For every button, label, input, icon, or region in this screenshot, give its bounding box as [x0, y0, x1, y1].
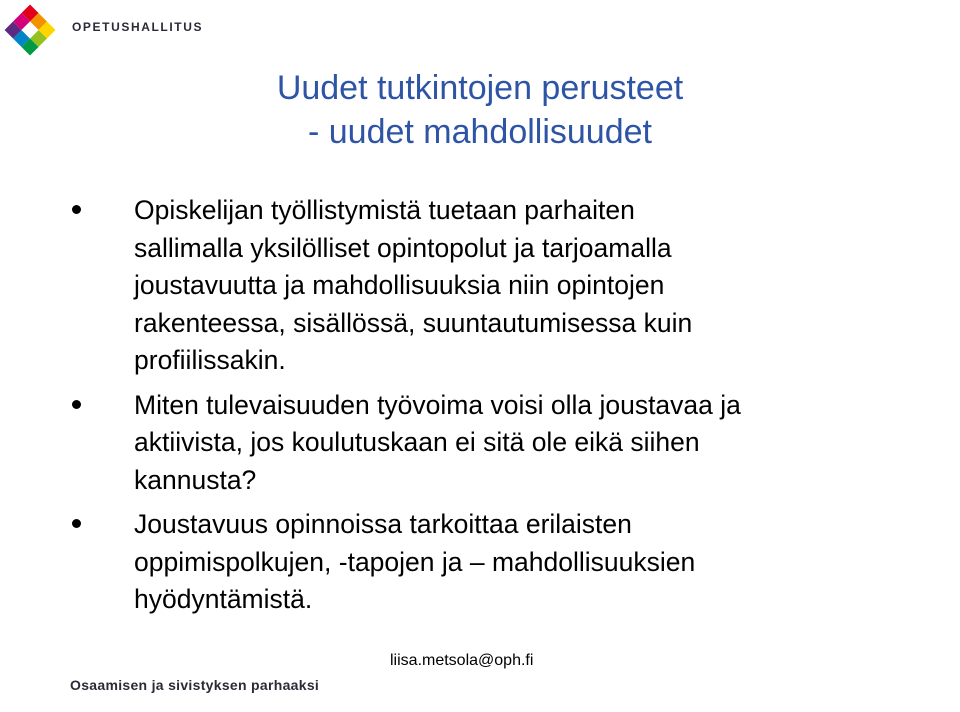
bullet-dot-icon	[72, 205, 81, 214]
bullet-dot-icon	[72, 400, 81, 409]
bullet-text-line: Opiskelijan työllistymistä tuetaan parhaiten	[134, 195, 635, 225]
organization-name: OPETUSHALLITUS	[72, 20, 204, 34]
bullet-text-line: profiilissakin.	[134, 345, 286, 375]
diamond-mosaic-logo-icon	[0, 0, 60, 60]
bullet-text-line: rakenteessa, sisällössä, suuntautumisessa kuin	[134, 307, 693, 338]
bullet-text-line: oppimispolkujen, -tapojen ja – mahdollisuuksien	[134, 546, 696, 577]
bullet-text-line: aktiivista, jos koulutuskaan ei sitä ole eikä siihen	[134, 427, 700, 457]
slide-title	[0, 66, 960, 154]
bullet-list	[0, 192, 960, 626]
bullet-text-line: Joustavuus opinnoissa tarkoittaa erilaisten	[134, 509, 632, 539]
bullet-text-line: joustavuutta ja mahdollisuuksia niin opintojen	[134, 270, 665, 300]
bullet-item	[0, 506, 960, 619]
title-line-1: Uudet tutkintojen perusteet	[276, 69, 684, 107]
footer-email: liisa.metsola@oph.fi	[390, 652, 534, 669]
bullet-item	[0, 192, 960, 380]
footer-slogan: Osaamisen ja sivistyksen parhaaksi	[70, 677, 320, 693]
bullet-text-line: hyödyntämistä.	[134, 584, 313, 614]
bullet-text-line: sallimalla yksilölliset opintopolut ja tarjoamalla	[134, 232, 672, 263]
bullet-item	[0, 387, 960, 500]
bullet-text-line: kannusta?	[134, 464, 257, 495]
bullet-text-line: Miten tulevaisuuden työvoima voisi olla joustavaa ja	[134, 389, 741, 420]
title-line-2: - uudet mahdollisuudet	[307, 113, 652, 151]
bullet-dot-icon	[72, 519, 81, 528]
